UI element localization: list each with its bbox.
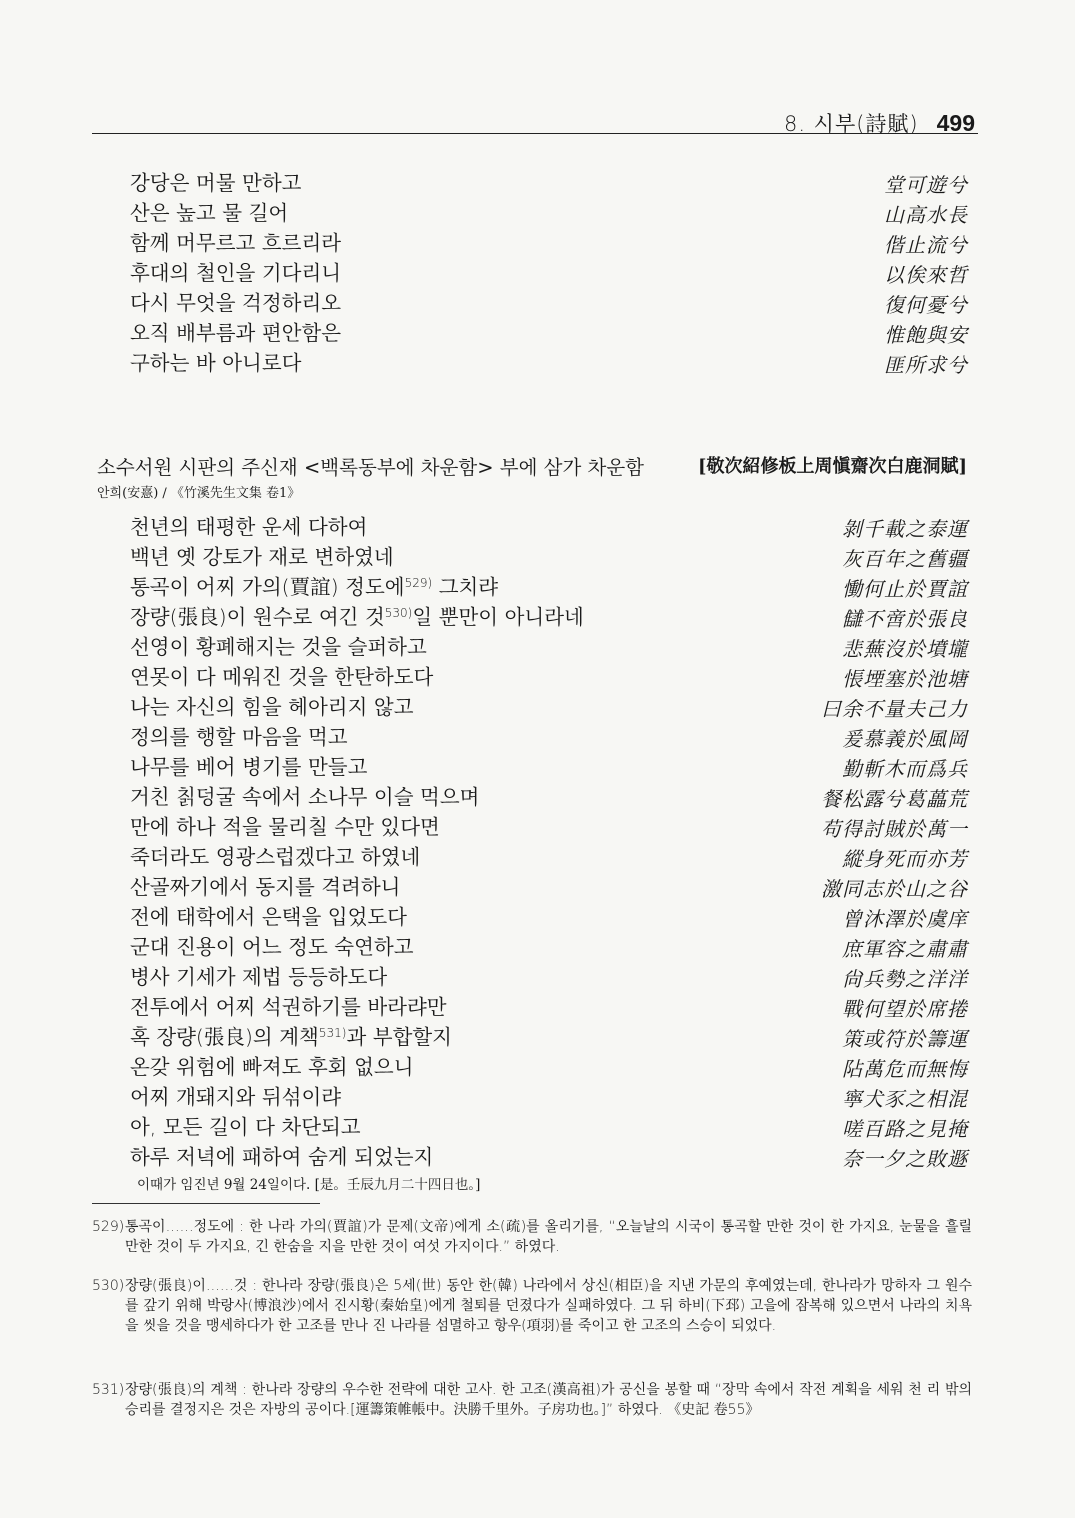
poem-line xyxy=(130,750,968,780)
korean-translation xyxy=(130,1050,414,1080)
korean-translation xyxy=(130,226,341,256)
korean-translation xyxy=(130,810,440,840)
hanja-original: 尙兵勢之洋洋 xyxy=(842,967,968,991)
korean-translation xyxy=(130,720,348,750)
korean-translation xyxy=(130,1140,433,1170)
korean-text: 백년 옛 강토가 재로 변하였네 xyxy=(130,545,394,569)
hanja-original: 寧犬豕之相混 xyxy=(842,1087,968,1111)
footnote-ref: 529) xyxy=(404,576,433,590)
korean-translation xyxy=(130,900,407,930)
korean-text: 통곡이 어찌 가의(賈誼) 정도에 xyxy=(130,575,405,599)
korean-text: 아, 모든 길이 다 차단되고 xyxy=(130,1115,361,1139)
hanja-original: 讎不啻於張良 xyxy=(842,607,968,631)
korean-text: 연못이 다 메워진 것을 한탄하도다 xyxy=(130,665,434,689)
section-title: 8. 시부(詩賦) xyxy=(783,112,919,136)
korean-text: 오직 배부름과 편안함은 xyxy=(130,321,342,345)
hanja-original: 激同志於山之谷 xyxy=(821,877,968,901)
poem-line xyxy=(130,690,968,720)
poem-line xyxy=(130,316,968,346)
korean-translation xyxy=(130,990,447,1020)
korean-text-continued: 그치랴 xyxy=(432,575,499,599)
hanja-original: 奈一夕之敗遯 xyxy=(842,1147,968,1171)
poem-line xyxy=(130,540,968,570)
footnote-number: 531) xyxy=(92,1382,125,1398)
hanja-original: 阽萬危而無悔 xyxy=(842,1057,968,1081)
korean-translation xyxy=(130,1110,361,1140)
korean-translation xyxy=(130,316,341,346)
footnote-text: 장량(張良)의 계책 : 한나라 장량의 우수한 전략에 대한 고사. 한 고조(漢高祖)가 공신을 봉할 때 “장막 속에서 작전 계획을 세워 천 리 밖의 승리를 결정지은 것은 자방의 공이다.[運籌策帷帳中。決勝千里外。子房功也。]” 하였다. 《史記 卷55》 xyxy=(125,1382,972,1418)
footnote-number: 529) xyxy=(92,1219,125,1235)
korean-translation xyxy=(130,346,301,376)
footnote-ref: 531) xyxy=(318,1026,347,1040)
footnote-530 xyxy=(92,1276,972,1336)
korean-translation xyxy=(130,690,414,720)
poem-1 xyxy=(130,166,968,376)
korean-translation xyxy=(130,196,288,226)
korean-translation xyxy=(130,870,400,900)
poem-line xyxy=(130,900,968,930)
header-rule xyxy=(92,133,978,134)
korean-translation xyxy=(130,256,341,286)
hanja-original: 山高水長 xyxy=(884,203,968,227)
date-note: 이때가 임진년 9월 24일이다. [是。壬辰九月二十四日也。] xyxy=(137,1177,481,1193)
korean-text: 만에 하나 적을 물리칠 수만 있다면 xyxy=(130,815,440,839)
korean-translation xyxy=(130,660,433,690)
author-byline: 안희(安憙) / 《竹溪先生文集 卷1》 xyxy=(97,486,301,501)
korean-text-continued: 일 뿐만이 아니라네 xyxy=(412,605,584,629)
korean-text: 어찌 개돼지와 뒤섞이랴 xyxy=(130,1085,342,1109)
poem-line xyxy=(130,1140,968,1170)
poem-line xyxy=(130,226,968,256)
footnote-531 xyxy=(92,1380,972,1420)
korean-text: 혹 장량(張良)의 계책 xyxy=(130,1025,319,1049)
hanja-original: 爰慕義於風岡 xyxy=(842,727,968,751)
poem-line xyxy=(130,1080,968,1110)
poem-2 xyxy=(130,510,968,1170)
korean-text: 산골짜기에서 동지를 격려하니 xyxy=(130,875,401,899)
footnote-text: 통곡이……정도에 : 한 나라 가의(賈誼)가 문제(文帝)에게 소(疏)를 올리기를, “오늘날의 시국이 통곡할 만한 것이 한 가지요, 눈물을 흘릴 만한 것이 두 가지요, 긴 한숨을 지을 만한 것이 여섯 가지이다.” 하였다. xyxy=(125,1219,972,1255)
hanja-original: 匪所求兮 xyxy=(884,353,968,377)
hanja-original: 苟得討賊於萬一 xyxy=(821,817,968,841)
hanja-original: 戰何望於席捲 xyxy=(842,997,968,1021)
korean-text: 구하는 바 아니로다 xyxy=(130,351,302,375)
poem-line xyxy=(130,346,968,376)
poem-line xyxy=(130,570,968,600)
hanja-original: 曰余不量夫己力 xyxy=(821,697,968,721)
korean-text: 전에 태학에서 은택을 입었도다 xyxy=(130,905,407,929)
hanja-original: 庶軍容之肅肅 xyxy=(842,937,968,961)
poem-line xyxy=(130,510,968,540)
hanja-original: 悲蕪沒於墳壠 xyxy=(842,637,968,661)
poem-line xyxy=(130,166,968,196)
hanja-original: 策或符於籌運 xyxy=(842,1027,968,1051)
korean-translation xyxy=(130,750,367,780)
poem-line xyxy=(130,840,968,870)
korean-text: 나무를 베어 병기를 만들고 xyxy=(130,755,368,779)
hanja-original: 縱身死而亦芳 xyxy=(842,847,968,871)
korean-text: 병사 기세가 제법 등등하도다 xyxy=(130,965,388,989)
footnote-rule xyxy=(92,1203,320,1204)
poem-line xyxy=(130,1020,968,1050)
korean-translation xyxy=(130,780,479,810)
poem-line xyxy=(130,256,968,286)
poem-line xyxy=(130,1110,968,1140)
footnote-number: 530) xyxy=(92,1278,125,1294)
korean-translation xyxy=(130,1080,341,1110)
poem-line xyxy=(130,600,968,630)
poem-line xyxy=(130,286,968,316)
korean-translation xyxy=(130,930,414,960)
hanja-original: 曾沐澤於虞庠 xyxy=(842,907,968,931)
korean-text: 함께 머무르고 흐르리라 xyxy=(130,231,342,255)
korean-text: 군대 진용이 어느 정도 숙연하고 xyxy=(130,935,414,959)
footnote-ref: 530) xyxy=(384,606,413,620)
korean-translation xyxy=(130,510,367,540)
korean-translation xyxy=(130,540,394,570)
hanja-original: 勤斬木而爲兵 xyxy=(842,757,968,781)
poem-line xyxy=(130,630,968,660)
korean-translation xyxy=(130,166,301,196)
poem-line xyxy=(130,720,968,750)
korean-translation xyxy=(130,286,341,316)
hanja-original: 惟飽與安 xyxy=(884,323,968,347)
korean-translation xyxy=(130,1020,452,1050)
korean-text: 거친 칡덩굴 속에서 소나무 이슬 먹으며 xyxy=(130,785,480,809)
korean-translation xyxy=(130,600,584,630)
korean-translation xyxy=(130,630,427,660)
korean-text: 장량(張良)이 원수로 여긴 것 xyxy=(130,605,385,629)
poem-line xyxy=(130,930,968,960)
poem-line xyxy=(130,780,968,810)
korean-text: 죽더라도 영광스럽겠다고 하였네 xyxy=(130,845,421,869)
korean-text: 전투에서 어찌 석권하기를 바라랴만 xyxy=(130,995,447,1019)
hanja-original: 剝千載之泰運 xyxy=(842,517,968,541)
footnote-529 xyxy=(92,1217,972,1257)
poem-line xyxy=(130,1050,968,1080)
hanja-original: 餐松露兮葛藟荒 xyxy=(821,787,968,811)
korean-text: 산은 높고 물 길어 xyxy=(130,201,289,225)
poem-line xyxy=(130,870,968,900)
heading-korean: 소수서원 시판의 주신재 <백록동부에 차운함> 부에 삼가 차운함 xyxy=(97,456,644,479)
korean-text-continued: 과 부합할지 xyxy=(346,1025,452,1049)
korean-translation xyxy=(130,840,420,870)
hanja-original: 復何憂兮 xyxy=(884,293,968,317)
korean-text: 후대의 철인을 기다리니 xyxy=(130,261,342,285)
hanja-original: 悵堙塞於池塘 xyxy=(842,667,968,691)
korean-translation xyxy=(130,570,498,600)
footnote-text: 장량(張良)이……것 : 한나라 장량(張良)은 5세(世) 동안 한(韓) 나라에서 상신(相臣)을 지낸 가문의 후예였는데, 한나라가 망하자 그 원수를 갚기 위해 박랑사(博浪沙)에서 진시황(秦始皇)에게 철퇴를 던졌다가 실패하였다. 그 뒤 하비(下邳) 고을에 잠복해 있으면서 나라의 치욕을 씻을 것을 맹세하다가 한 고조를 만나 진 나라를 섬멸하고 항우(項羽)를 죽이고 한 고조의 스승이 되었다. xyxy=(125,1278,972,1334)
korean-text: 다시 무엇을 걱정하리오 xyxy=(130,291,342,315)
poem-line xyxy=(130,810,968,840)
poem-line xyxy=(130,196,968,226)
hanja-original: 以俟來哲 xyxy=(884,263,968,287)
korean-text: 나는 자신의 힘을 헤아리지 않고 xyxy=(130,695,414,719)
poem-line xyxy=(130,660,968,690)
poem-line xyxy=(130,960,968,990)
hanja-original: 堂可遊兮 xyxy=(884,173,968,197)
korean-text: 강당은 머물 만하고 xyxy=(130,171,302,195)
section-heading xyxy=(97,452,967,480)
poem-line xyxy=(130,990,968,1020)
hanja-original: 慟何止於賈誼 xyxy=(842,577,968,601)
korean-text: 정의를 행할 마음을 먹고 xyxy=(130,725,348,749)
hanja-original: 嗟百路之見掩 xyxy=(842,1117,968,1141)
korean-text: 하루 저녁에 패하여 숨게 되었는지 xyxy=(130,1145,434,1169)
korean-text: 온갖 위험에 빠져도 후회 없으니 xyxy=(130,1055,414,1079)
page-number: 499 xyxy=(936,110,975,136)
korean-text: 선영이 황폐해지는 것을 슬퍼하고 xyxy=(130,635,427,659)
korean-text: 천년의 태평한 운세 다하여 xyxy=(130,515,368,539)
heading-hanja: [敬次紹修板上周愼齋次白鹿洞賦] xyxy=(697,456,967,477)
korean-translation xyxy=(130,960,387,990)
hanja-original: 偕止流兮 xyxy=(884,233,968,257)
hanja-original: 灰百年之舊疆 xyxy=(842,547,968,571)
